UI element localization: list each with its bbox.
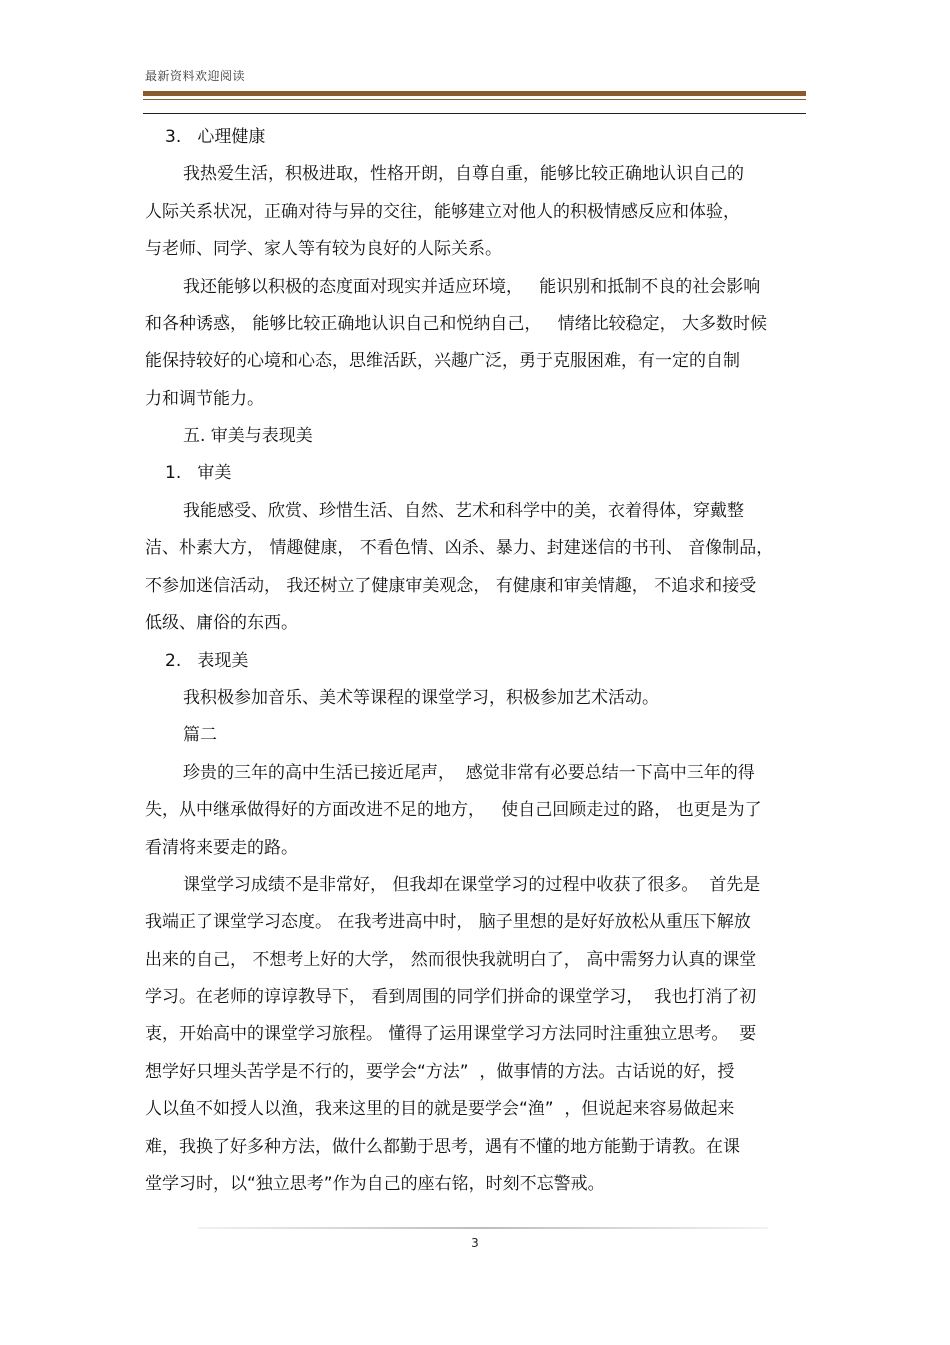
paragraph-line: 我热爱生活，积极进取，性格开朗，自尊自重，能够比较正确地认识自己的 — [183, 164, 744, 184]
paragraph-line: 洁、朴素大方， 情趣健康， 不看色情、凶杀、暴力、封建迷信的书刊、 音像制品， — [145, 538, 774, 558]
paragraph-line: 人际关系状况，正确对待与异的交往，能够建立对他人的积极情感反应和体验， — [145, 202, 740, 222]
paragraph-line: 珍贵的三年的高中生活已接近尾声， 感觉非常有必要总结一下高中三年的得 — [183, 763, 755, 783]
paragraph-line: 人以鱼不如授人以渔，我来这里的目的就是要学会“渔” ，但说起来容易做起来 — [145, 1099, 735, 1119]
header-rule-thin — [143, 99, 806, 100]
section-heading: 篇二 — [183, 725, 217, 745]
section-heading: 2. 表现美 — [165, 651, 249, 671]
paragraph-line: 低级、庸俗的东西。 — [145, 613, 298, 633]
paragraph-line: 想学好只埋头苦学是不行的，要学会“方法” ，做事情的方法。古话说的好，授 — [145, 1062, 735, 1082]
paragraph-line: 力和调节能力。 — [145, 389, 264, 409]
paragraph-line: 我端正了课堂学习态度。 在我考进高中时， 脑子里想的是好好放松从重压下解放 — [145, 912, 751, 932]
header-rule-thick — [143, 91, 806, 96]
paragraph-line: 堂学习时，以“独立思考”作为自己的座右铭，时刻不忘警戒。 — [145, 1174, 605, 1194]
paragraph-line: 我还能够以积极的态度面对现实并适应环境， 能识别和抵制不良的社会影响 — [183, 277, 761, 297]
paragraph-line: 看清将来要走的路。 — [145, 838, 298, 858]
paragraph-line: 衷，开始高中的课堂学习旅程。 懂得了运用课堂学习方法同时注重独立思考。 要 — [145, 1024, 757, 1044]
paragraph-line: 课堂学习成绩不是非常好， 但我却在课堂学习的过程中收获了很多。 首先是 — [183, 875, 761, 895]
section-heading: 1. 审美 — [165, 463, 232, 483]
page-number: 3 — [471, 1236, 479, 1250]
paragraph-line: 学习。在老师的谆谆教导下， 看到周围的同学们拼命的课堂学习， 我也打消了初 — [145, 987, 757, 1007]
footer-rule — [198, 1227, 768, 1229]
paragraph-line: 失，从中继承做得好的方面改进不足的地方， 使自己回顾走过的路， 也更是为了 — [145, 800, 762, 820]
paragraph-line: 我积极参加音乐、美术等课程的课堂学习，积极参加艺术活动。 — [183, 688, 659, 708]
section-heading: 3. 心理健康 — [165, 127, 266, 147]
header-rule-black — [143, 113, 806, 114]
paragraph-line: 不参加迷信活动， 我还树立了健康审美观念， 有健康和审美情趣， 不追求和接受 — [145, 576, 757, 596]
header-text: 最新资料欢迎阅读 — [145, 69, 246, 83]
paragraph-line: 能保持较好的心境和心态，思维活跃，兴趣广泛，勇于克服困难，有一定的自制 — [145, 351, 740, 371]
paragraph-line: 难，我换了好多种方法，做什么都勤于思考，遇有不懂的地方能勤于请教。在课 — [145, 1137, 740, 1157]
paragraph-line: 我能感受、欣赏、珍惜生活、自然、艺术和科学中的美，衣着得体，穿戴整 — [183, 501, 744, 521]
section-heading: 五. 审美与表现美 — [183, 426, 313, 446]
paragraph-line: 与老师、同学、家人等有较为良好的人际关系。 — [145, 239, 502, 259]
paragraph-line: 和各种诱惑， 能够比较正确地认识自己和悦纳自己， 情绪比较稳定， 大多数时候 — [145, 314, 768, 334]
paragraph-line: 出来的自己， 不想考上好的大学， 然而很快我就明白了， 高中需努力认真的课堂 — [145, 950, 757, 970]
